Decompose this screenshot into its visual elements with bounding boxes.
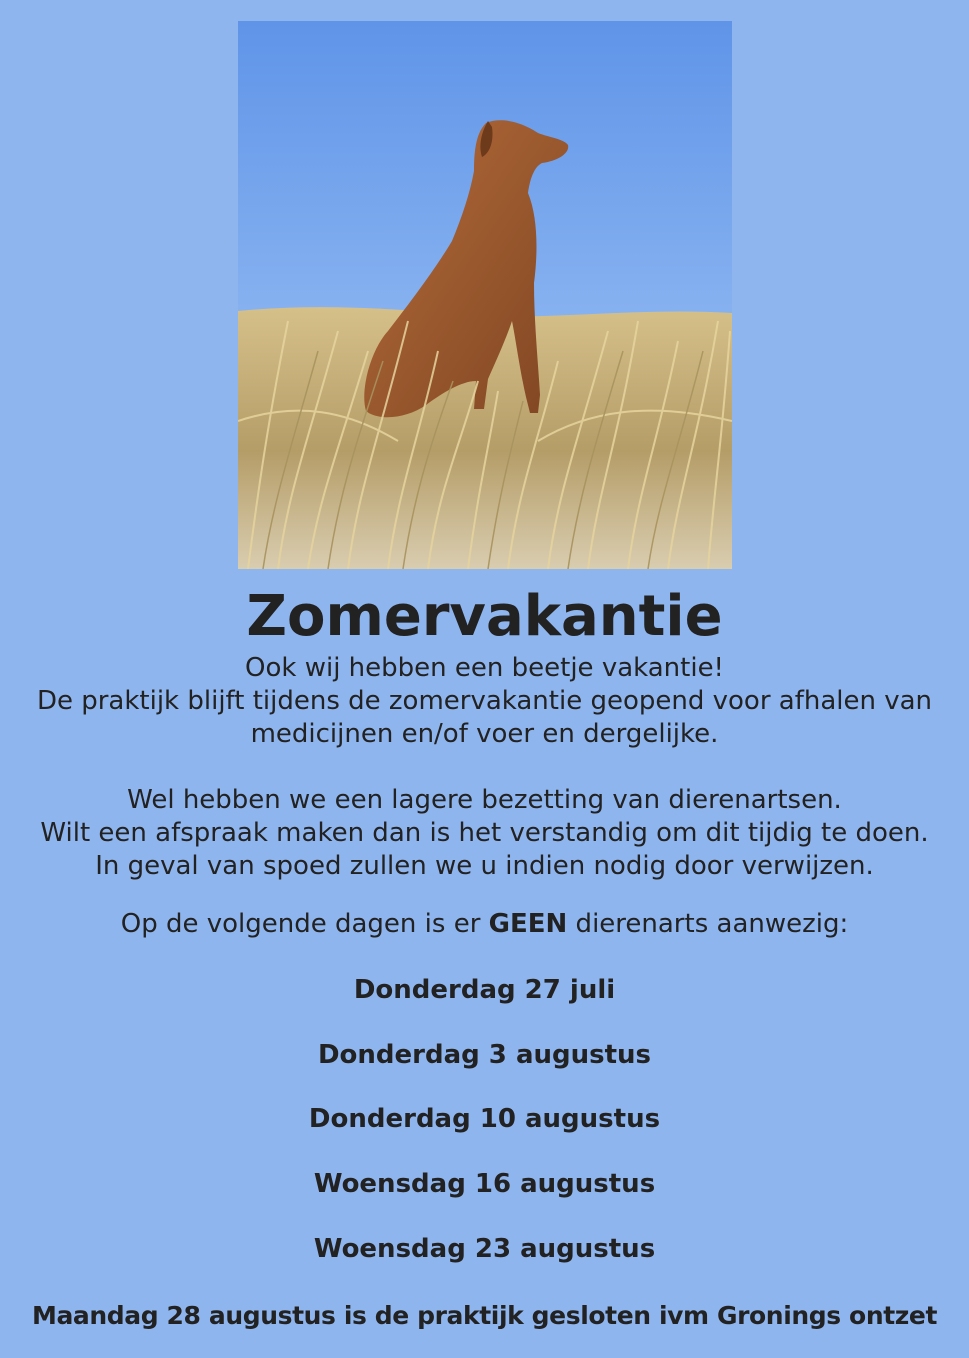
dog-photo xyxy=(238,21,732,569)
closed-date-item: Donderdag 3 augustus xyxy=(317,1040,652,1070)
notice-suffix: dierenarts aanwezig: xyxy=(567,909,849,939)
intro-line: De praktijk blijft tijdens de zomervakantie geopend voor afhalen van xyxy=(36,686,933,716)
closing-notice: Maandag 28 augustus is de praktijk gesloten ivm Gronings ontzet xyxy=(31,1301,938,1330)
intro-line: medicijnen en/of voer en dergelijke. xyxy=(250,719,719,749)
intro-line: Ook wij hebben een beetje vakantie! xyxy=(245,653,724,683)
closed-date-item: Donderdag 27 juli xyxy=(353,975,616,1005)
closed-date-item: Woensdag 23 augustus xyxy=(313,1234,656,1264)
page-title: Zomervakantie xyxy=(246,584,723,649)
absence-notice xyxy=(0,908,969,941)
notice-emphasis: GEEN xyxy=(488,909,568,939)
closed-date-item: Woensdag 16 augustus xyxy=(313,1169,656,1199)
closed-date-item: Donderdag 10 augustus xyxy=(308,1104,661,1134)
intro-paragraph xyxy=(0,652,969,751)
dog-in-dunes-image xyxy=(238,21,732,569)
staffing-line: In geval van spoed zullen we u indien nodig door verwijzen. xyxy=(95,851,874,881)
notice-prefix: Op de volgende dagen is er xyxy=(120,909,489,939)
staffing-paragraph xyxy=(0,784,969,883)
staffing-line: Wilt een afspraak maken dan is het verstandig om dit tijdig te doen. xyxy=(40,818,929,848)
absence-notice-line xyxy=(0,908,969,941)
staffing-line: Wel hebben we een lagere bezetting van dierenartsen. xyxy=(127,785,842,815)
